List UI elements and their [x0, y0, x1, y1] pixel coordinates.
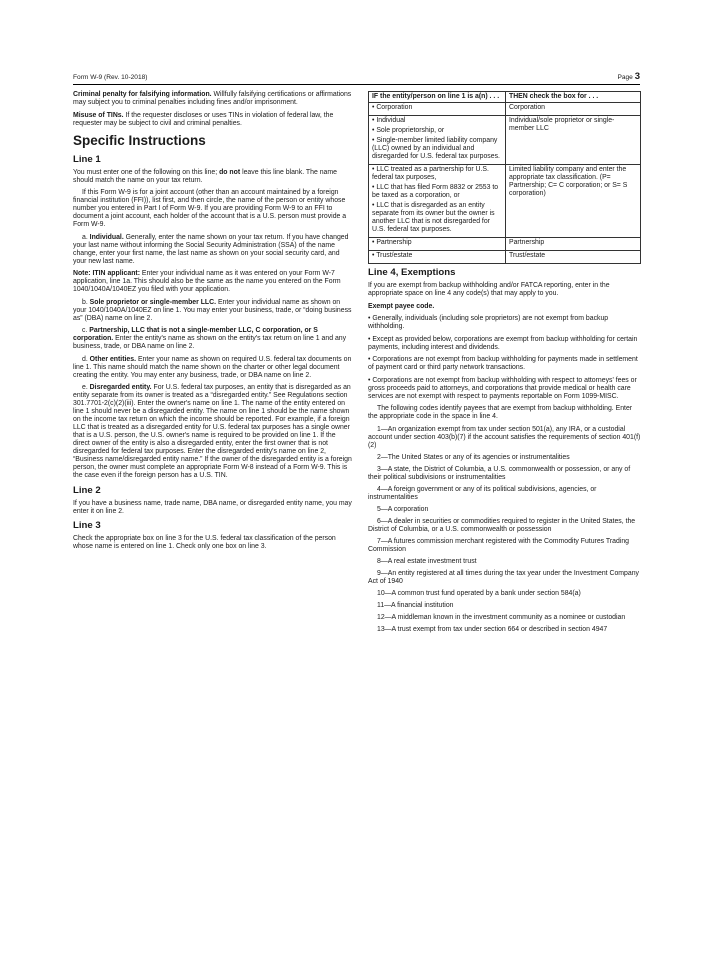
table-cell-item: • Individual	[372, 117, 406, 124]
table-cell-item: • LLC that is disregarded as an entity separate from its owner but the owner is another LLC that is not disregarded for U.S. federal tax purposes.	[372, 202, 495, 233]
classification-table	[368, 91, 641, 264]
left-column	[73, 91, 353, 556]
table-cell-checkbox: Partnership	[506, 238, 641, 251]
exempt-code-item: 1—An organization exempt from tax under section 501(a), any IRA, or a custodial account under section 403(b)(7) if the account satisfies the requirements of section 401(f)(2)	[368, 425, 641, 449]
table-row	[369, 103, 641, 116]
table-cell-item: • Single-member limited liability company (LLC) owned by an individual and disregarded for U.S. federal tax purposes.	[372, 137, 500, 160]
item-a-individual: a. Individual. Generally, enter the name shown on your tax return. If you have changed your last name without informing the Social Security Administration (SSA) of the name change, enter your first name, the last name as shown on your social security card, and your new last name.	[73, 233, 349, 265]
exempt-code-item: 3—A state, the District of Columbia, a U.S. commonwealth or possession, or any of their political subdivisions or instrumentalities	[368, 465, 631, 481]
line1-paragraph-1: You must enter one of the following on this line; do not leave this line blank. The name should match the name on your tax return.	[73, 168, 337, 184]
table-cell-checkbox: Limited liability company and enter the appropriate tax classification. (P= Partnership; C= C corporation; or S= S corporation)	[506, 165, 641, 238]
exempt-code-item: 2—The United States or any of its agencies or instrumentalities	[377, 453, 570, 461]
line2-heading: Line 2	[73, 484, 101, 496]
exempt-code-item: 8—A real estate investment trust	[377, 557, 477, 565]
line1-heading: Line 1	[73, 153, 101, 165]
table-cell-entity	[369, 251, 506, 264]
itin-note: Note: ITIN applicant: Enter your individual name as it was entered on your Form W-7 application, line 1a. This should also be the same as the name you entered on the Form 1040/1040A/1040EZ you filed with your application.	[73, 270, 341, 293]
table-cell-entity	[369, 238, 506, 251]
exempt-code-item: 11—A financial institution	[377, 601, 454, 609]
item-b-sole-proprietor: b. Sole proprietor or single-member LLC. Enter your individual name as shown on your 1040/1040A/1040EZ on line 1. You may enter your business, trade, or “doing business as” (DBA) name on line 2.	[73, 298, 352, 322]
page-word: Page	[617, 74, 633, 81]
table-header-entity: IF the entity/person on line 1 is a(n) . . .	[369, 92, 506, 103]
table-cell-item: • LLC treated as a partnership for U.S. federal tax purposes,	[372, 166, 489, 181]
table-row	[369, 238, 641, 251]
codes-intro: The following codes identify payees that are exempt from backup withholding. Enter the appropriate code in the space in line 4.	[368, 405, 633, 420]
page-number: 3	[634, 71, 640, 82]
exempt-code-item: 4—A foreign government or any of its political subdivisions, agencies, or instrumentalities	[368, 485, 597, 501]
table-row	[369, 165, 641, 238]
table-row	[369, 251, 641, 264]
specific-instructions-heading: Specific Instructions	[73, 132, 206, 148]
table-cell-entity	[369, 165, 506, 238]
misuse-tins-paragraph: Misuse of TINs. If the requester discloses or uses TINs in violation of federal law, the requester may be subject to civil and criminal penalties.	[73, 111, 334, 127]
page-header	[73, 70, 640, 85]
exempt-payee-code-title: Exempt payee code.	[368, 302, 435, 310]
table-cell-item: • Partnership	[372, 239, 412, 246]
criminal-penalty-paragraph: Criminal penalty for falsifying information. Willfully falsifying certifications or affirmations may subject you to criminal penalties including fines and/or imprisonment.	[73, 91, 352, 106]
exempt-code-item: 6—A dealer in securities or commodities required to register in the United States, the District of Columbia, or a U.S. commonwealth or possession	[368, 517, 636, 533]
exempt-bullet: • Corporations are not exempt from backup withholding for payments made in settlement of payment card or third party network transactions.	[368, 356, 638, 371]
table-header-checkbox: THEN check the box for . . .	[506, 92, 641, 103]
line4-paragraph: If you are exempt from backup withholding and/or FATCA reporting, enter in the appropriate space on line 4 any code(s) that may apply to you.	[368, 282, 610, 297]
exempt-bullet: • Generally, individuals (including sole proprietors) are not exempt from backup withholding.	[368, 315, 609, 330]
item-c-partnership: c. Partnership, LLC that is not a single-member LLC, C corporation, or S corporation. Enter the entity's name as shown on the entity's tax return on line 1 and any business, trade, or DBA name on line 2.	[73, 327, 347, 350]
line3-paragraph: Check the appropriate box on line 3 for the U.S. federal tax classification of the person whose name is entered on line 1. Check only one box on line 3.	[73, 535, 336, 550]
exempt-code-item: 13—A trust exempt from tax under section 664 or described in section 4947	[377, 625, 608, 633]
table-cell-checkbox: Corporation	[506, 103, 641, 116]
table-cell-entity	[369, 116, 506, 165]
exempt-bullet: • Except as provided below, corporations are exempt from backup withholding for certain payments, including interest and dividends.	[368, 335, 638, 351]
exempt-code-item: 7—A futures commission merchant registered with the Commodity Futures Trading Commission	[368, 537, 629, 553]
line1-paragraph-2: If this Form W-9 is for a joint account (other than an account maintained by a foreign financial institution (FFI)), list first, and then circle, the name of the person or entity whose number you entered in Part I of Form W-9. If you are providing Form W-9 to an FFI to document a joint account, each holder of the account that is a U.S. person must provide a Form W-9.	[73, 189, 347, 228]
line4-heading: Line 4, Exemptions	[368, 267, 456, 278]
exempt-bullets	[368, 315, 641, 401]
table-cell-checkbox: Trust/estate	[506, 251, 641, 264]
table-header-row	[369, 92, 641, 103]
table-cell-checkbox: Individual/sole proprietor or single-member LLC	[506, 116, 641, 165]
table-row	[369, 116, 641, 165]
form-label: Form W-9 (Rev. 10-2018)	[73, 74, 148, 81]
table-cell-entity	[369, 103, 506, 116]
exempt-code-item: 10—A common trust fund operated by a bank under section 584(a)	[377, 589, 581, 597]
table-cell-item: • Trust/estate	[372, 252, 413, 259]
item-d-other-entities: d. Other entities. Enter your name as shown on required U.S. federal tax documents on line 1. This name should match the name shown on the charter or other legal document creating the entity. You may enter any business, trade, or DBA name on line 2.	[73, 355, 352, 379]
table-cell-item: • LLC that has filed Form 8832 or 2553 to be taxed as a corporation, or	[372, 184, 499, 199]
table-cell-item: • Corporation	[372, 104, 413, 111]
exempt-code-item: 5—A corporation	[377, 505, 429, 513]
line3-heading: Line 3	[73, 520, 101, 531]
exempt-code-item: 12—A middleman known in the investment community as a nominee or custodian	[377, 613, 626, 621]
exempt-codes-list	[368, 426, 641, 634]
line2-paragraph: If you have a business name, trade name, DBA name, or disregarded entity name, you may enter it on line 2.	[73, 499, 352, 515]
table-cell-item: • Sole proprietorship, or	[372, 127, 445, 134]
page-indicator	[617, 71, 640, 82]
item-e-disregarded-entity: e. Disregarded entity. For U.S. federal tax purposes, an entity that is disregarded as an entity separate from its owner is treated as a “disregarded entity.” See Regulations section 301.7701-2(c)(2)(iii). Enter the owner's name on line 1. The name of the entity entered on line 1 should never be a disregarded entity. The name on line 1 should be the name shown on the income tax return on which the income should be reported. For example, if a foreign LLC that is treated as a disregarded entity for U.S. federal tax purposes has a single owner that is a U.S. person, the U.S. owner's name is required to be provided on line 1. If the direct owner of the entity is also a disregarded entity, enter the first owner that is not disregarded for federal tax purposes. Enter the disregarded entity's name on line 2, “Business name/disregarded entity name.” If the owner of the disregarded entity is a foreign person, the owner must complete an appropriate Form W-8 instead of a Form W-9. This is the case even if the foreign person has a U.S. TIN.	[73, 384, 352, 479]
right-column	[368, 91, 641, 638]
exempt-bullet: • Corporations are not exempt from backup withholding with respect to attorneys' fees or gross proceeds paid to attorneys, and corporations that provide medical or health care services are not exempt with respect to payments reportable on Form 1099-MISC.	[368, 376, 637, 400]
exempt-code-item: 9—An entity registered at all times during the tax year under the Investment Company Act of 1940	[368, 569, 639, 585]
